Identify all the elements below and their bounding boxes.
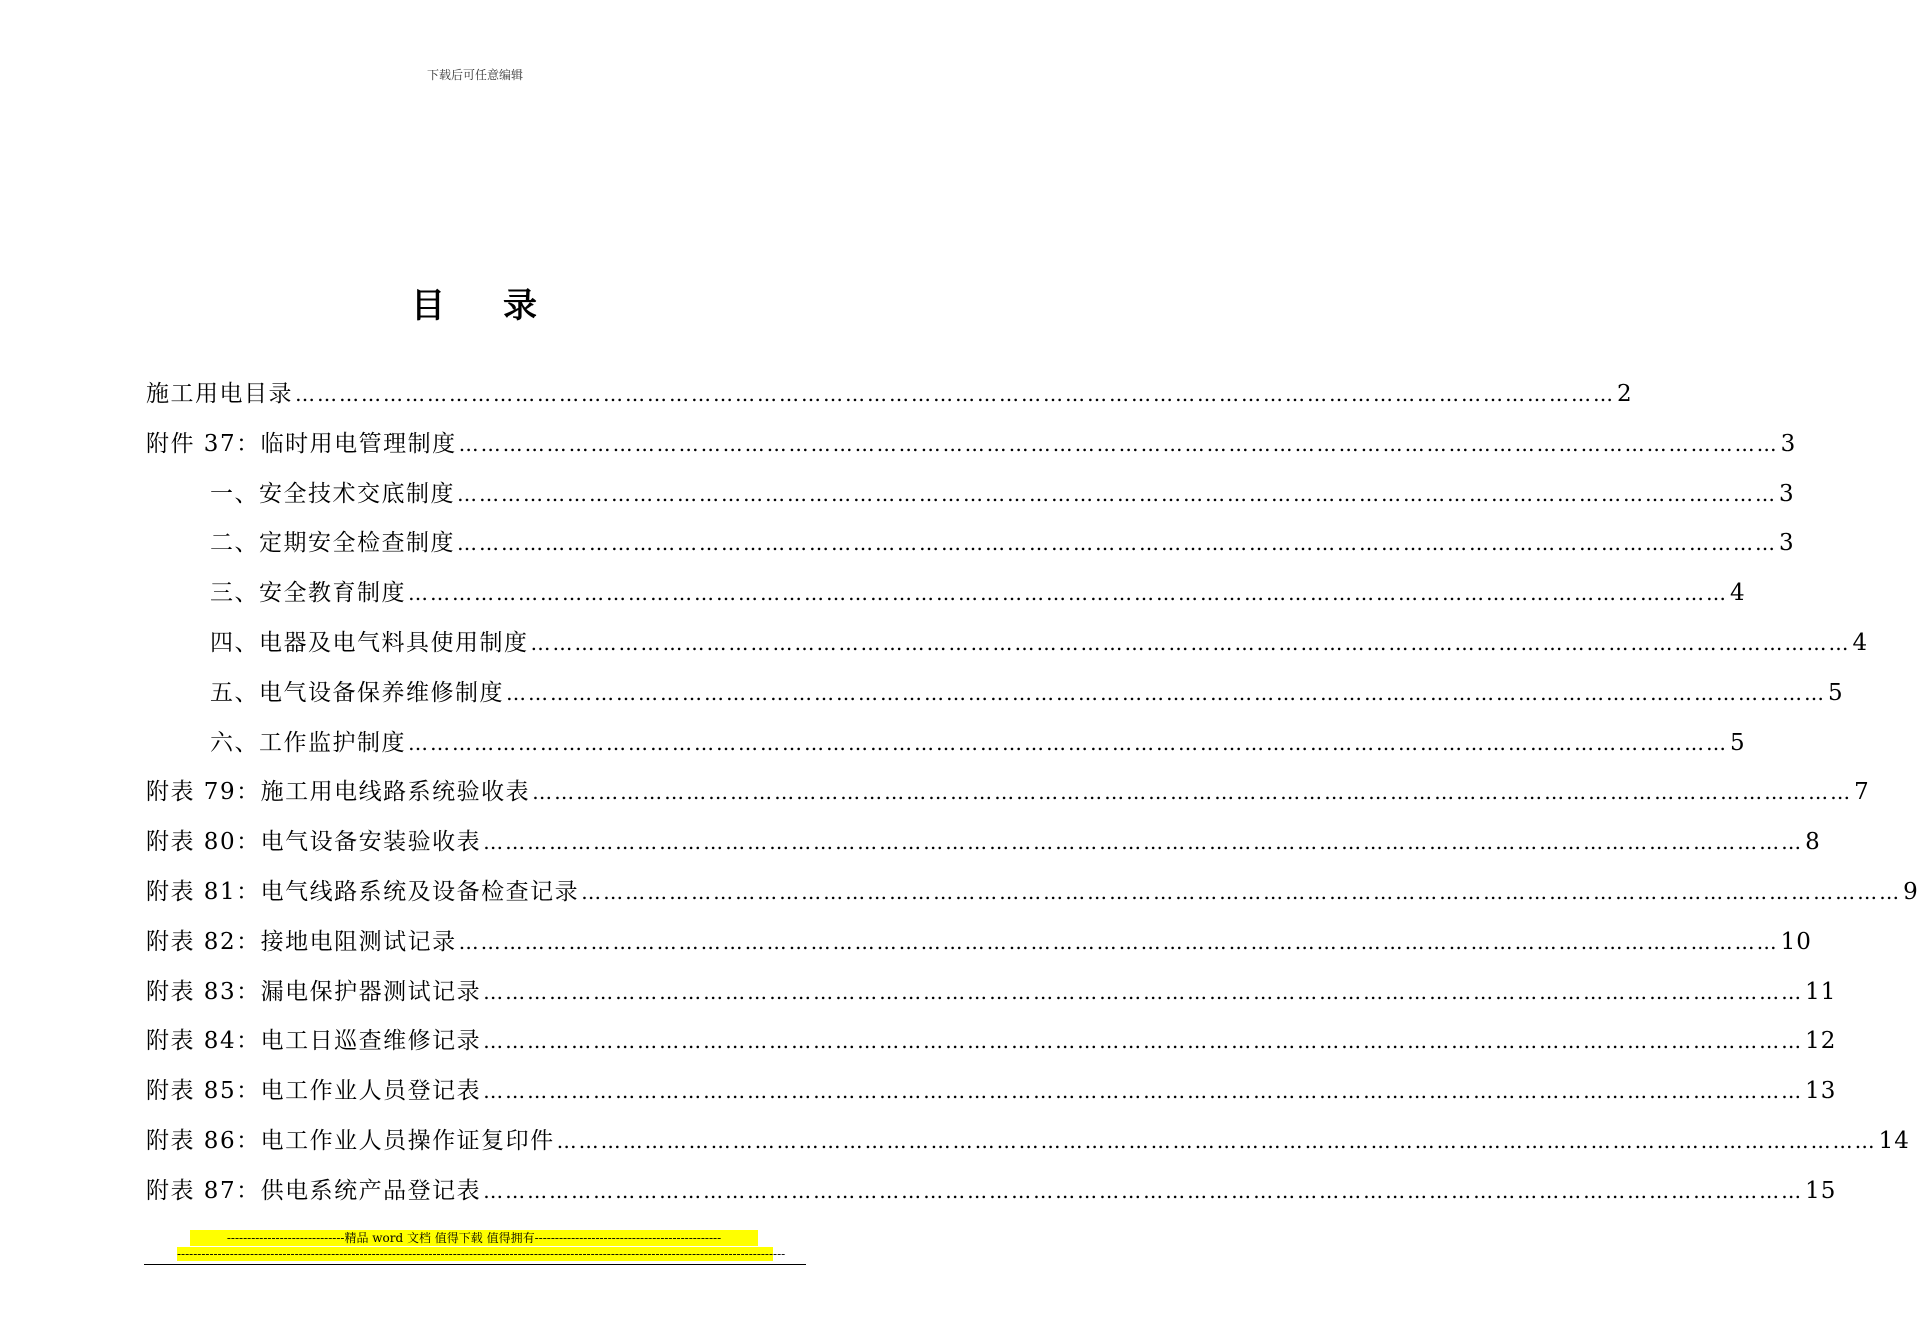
toc-entry[interactable] <box>210 523 1795 563</box>
toc-entry[interactable] <box>146 1171 1837 1211</box>
toc-leader-dots: ……………………………………………………………………………………………………………………………………………………………… <box>483 1029 1804 1054</box>
toc-leader-dots: ……………………………………………………………………………………………………………………………………………………………… <box>408 581 1728 606</box>
toc-entry-page: 4 <box>1730 580 1746 607</box>
toc-entry[interactable] <box>146 1021 1837 1061</box>
toc-entry[interactable] <box>210 673 1844 713</box>
toc-entry-page: 3 <box>1780 430 1797 457</box>
toc-entry-page: 13 <box>1805 1078 1837 1105</box>
toc-entry-label: 五、电气设备保养维修制度 <box>210 679 504 706</box>
toc-leader-dots: ……………………………………………………………………………………………………………………………………………………………… <box>457 531 1777 556</box>
toc-entry-page: 11 <box>1805 978 1837 1005</box>
toc-entry-label: 四、电器及电气料具使用制度 <box>210 630 529 656</box>
toc-leader-dots: ……………………………………………………………………………………………………………………………………………………………… <box>457 481 1777 506</box>
toc-entry-page: 9 <box>1903 879 1919 905</box>
toc-entry-label: 附表 87：供电系统产品登记表 <box>146 1177 482 1204</box>
toc-leader-dots: ……………………………………………………………………………………………………………………………………………………………… <box>556 1129 1877 1153</box>
toc-entry[interactable] <box>210 723 1746 763</box>
toc-entry[interactable] <box>146 822 1821 862</box>
toc-entry-label: 二、定期安全检查制度 <box>210 530 455 557</box>
toc-entry-page: 12 <box>1805 1028 1837 1055</box>
toc-entry[interactable] <box>146 772 1870 812</box>
toc-entry-label: 一、安全技术交底制度 <box>210 480 455 507</box>
toc-entry[interactable] <box>146 972 1837 1012</box>
toc-leader-dots: ……………………………………………………………………………………………………………………………………………………………… <box>581 880 1902 904</box>
title-char-right: 录 <box>503 286 539 326</box>
toc-entry-page: 7 <box>1854 779 1870 806</box>
toc-entry-label: 附表 86：电工作业人员操作证复印件 <box>146 1128 555 1154</box>
toc-entry-page: 14 <box>1878 1128 1910 1154</box>
toc-entry-label: 附表 83：漏电保护器测试记录 <box>146 978 482 1005</box>
toc-leader-dots: ……………………………………………………………………………………………………………………………………………………………… <box>532 780 1853 805</box>
toc-entry-page: 15 <box>1805 1177 1837 1204</box>
footer-banner: -----------------------------精品 word 文档 值得下载 值得拥有---------------------------------------------- <box>190 1230 758 1246</box>
page-header: 下载后可任意编辑 <box>426 68 523 82</box>
toc-entry[interactable] <box>210 623 1869 663</box>
toc-leader-dots: ……………………………………………………………………………………………………………………………………………………………… <box>458 431 1779 456</box>
title-char-left: 目 <box>411 286 447 326</box>
toc-entry-label: 三、安全教育制度 <box>210 580 406 607</box>
toc-leader-dots: ……………………………………………………………………………………………………………………………………………………………… <box>295 382 1615 406</box>
toc-leader-dots: ……………………………………………………………………………………………………………………………………………………………… <box>506 680 1826 705</box>
toc-entry[interactable] <box>146 374 1633 414</box>
toc-entry[interactable] <box>146 1071 1837 1111</box>
toc-entry-page: 10 <box>1780 928 1812 955</box>
toc-entry[interactable] <box>146 1121 1910 1161</box>
toc-entry-label: 附表 84：电工日巡查维修记录 <box>146 1028 482 1055</box>
toc-leader-dots: ……………………………………………………………………………………………………………………………………………………………… <box>483 830 1804 855</box>
toc-entry-page: 8 <box>1805 829 1821 856</box>
toc-leader-dots: ……………………………………………………………………………………………………………………………………………………………… <box>483 1178 1804 1203</box>
toc-leader-dots: ……………………………………………………………………………………………………………………………………………………………… <box>408 730 1728 755</box>
toc-entry-label: 施工用电目录 <box>146 381 293 407</box>
footer-rule <box>144 1264 806 1265</box>
toc-entry-page: 3 <box>1779 530 1795 557</box>
toc-entry[interactable] <box>210 573 1746 613</box>
toc-entry-label: 附表 79：施工用电线路系统验收表 <box>146 779 531 806</box>
toc-entry-label: 附表 81：电气线路系统及设备检查记录 <box>146 879 580 905</box>
toc-leader-dots: ……………………………………………………………………………………………………………………………………………………………… <box>483 1079 1804 1104</box>
toc-entry[interactable] <box>146 922 1812 962</box>
footer-dash-line: ------------------------------------------------------------------------------------------------------------------------------------------------------ <box>177 1247 786 1261</box>
toc-entry-label: 附表 82：接地电阻测试记录 <box>146 928 457 955</box>
toc-entry-page: 5 <box>1730 729 1746 756</box>
toc-entry-label: 附表 80：电气设备安装验收表 <box>146 829 482 856</box>
toc-entry-label: 六、工作监护制度 <box>210 729 406 756</box>
toc-entry-page: 4 <box>1852 630 1869 656</box>
toc-entry[interactable] <box>146 872 1919 912</box>
toc-entry-label: 附件 37：临时用电管理制度 <box>146 430 457 457</box>
toc-entry-label: 附表 85：电工作业人员登记表 <box>146 1078 482 1105</box>
toc-entry[interactable] <box>146 424 1797 464</box>
toc-entry[interactable] <box>210 474 1795 514</box>
toc-leader-dots: ……………………………………………………………………………………………………………………………………………………………… <box>458 929 1779 954</box>
toc-entry-page: 3 <box>1779 480 1795 507</box>
toc-entry-page: 5 <box>1828 679 1844 706</box>
page-title <box>0 278 950 327</box>
toc-entry-page: 2 <box>1617 381 1633 407</box>
toc-leader-dots: ……………………………………………………………………………………………………………………………………………………………… <box>530 631 1851 655</box>
toc-leader-dots: ……………………………………………………………………………………………………………………………………………………………… <box>483 979 1804 1004</box>
